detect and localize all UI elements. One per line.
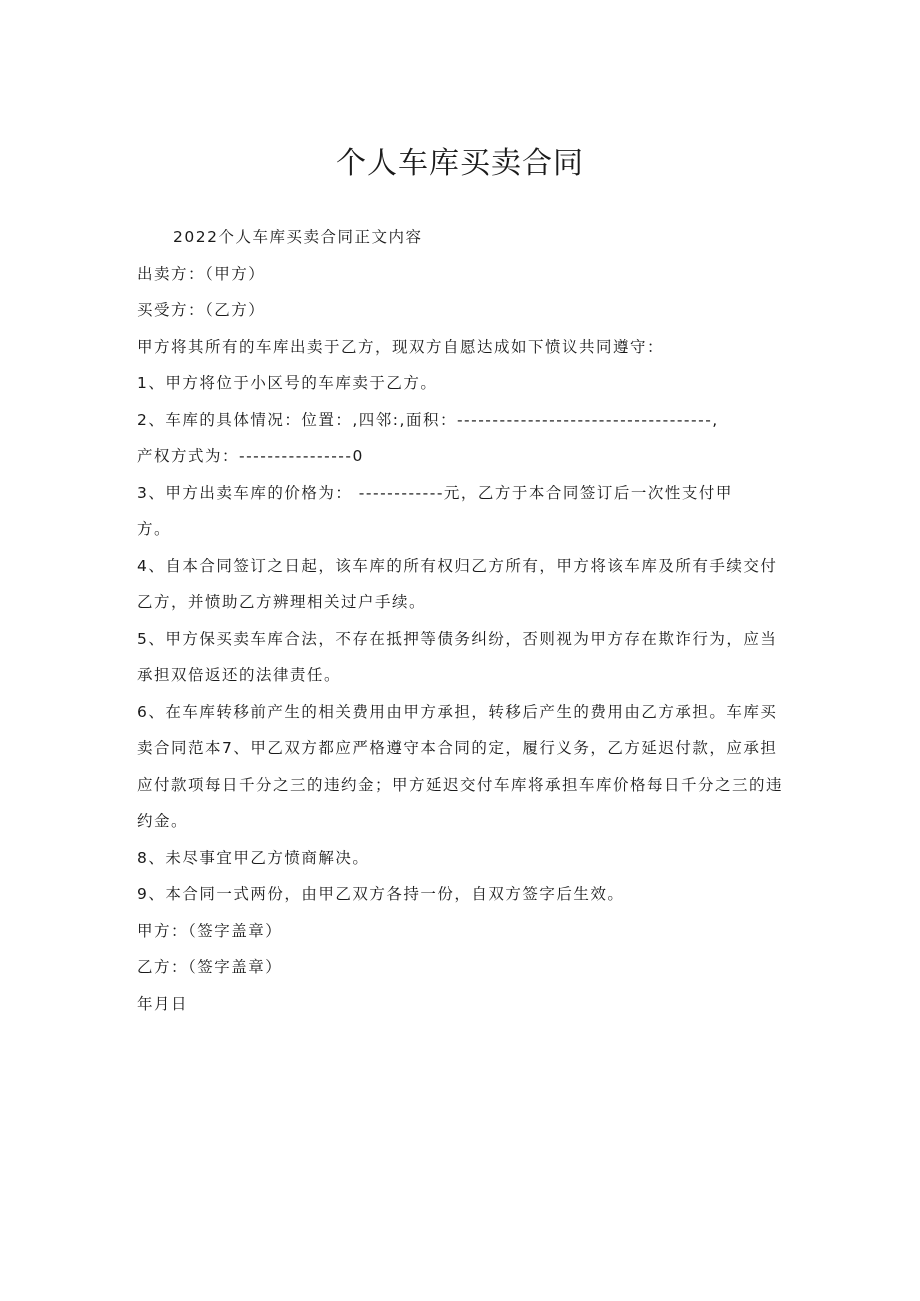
- document-subtitle: 2022个人车库买卖合同正文内容: [173, 228, 423, 246]
- clause-2: 2、车库的具体情况：位置：,四邻:,面积：------------------------------------,: [137, 410, 719, 429]
- date-line: 年月日: [137, 994, 189, 1013]
- document-title: 个人车库买卖合同: [336, 146, 584, 181]
- seller-line: 出卖方：（甲方）: [137, 264, 266, 283]
- clause-3: 3、甲方出卖车库的价格为： ------------元，乙方于本合同签订后一次性支付甲: [137, 483, 733, 502]
- clause-2-continued: 产权方式为：----------------0: [137, 447, 364, 465]
- clause-9: 9、本合同一式两份，由甲乙双方各持一份，自双方签字后生效。: [137, 885, 625, 903]
- signature-party-b: 乙方：（签字盖章）: [137, 958, 283, 976]
- clause-6-7: 6、在车库转移前产生的相关费用由甲方承担，转移后产生的费用由乙方承担。车库买卖合同范本7、甲乙双方都应严格遵守本合同的定，履行义务，乙方延迟付款，应承担应付款项每日千分之三的违约金；甲方延迟交付车库将承担车库价格每日千分之三的违约金。: [137, 702, 784, 830]
- document-body: [137, 219, 787, 1022]
- clause-5: 5、甲方保买卖车库合法，不存在抵押等债务纠纷，否则视为甲方存在欺诈行为，应当承担双倍返还的法律责任。: [137, 629, 778, 684]
- clause-3-continued: 方。: [137, 520, 172, 538]
- clause-4: 4、自本合同签订之日起，该车库的所有权归乙方所有，甲方将该车库及所有手续交付乙方，并愤助乙方辨理相关过户手续。: [137, 556, 778, 611]
- clause-8: 8、未尽事宜甲乙方愤商解决。: [137, 848, 370, 867]
- clause-1: 1、甲方将位于小区号的车库卖于乙方。: [137, 374, 438, 392]
- buyer-line: 买受方：（乙方）: [137, 301, 266, 319]
- signature-party-a: 甲方：（签字盖章）: [137, 921, 283, 940]
- preamble-paragraph: 甲方将其所有的车库出卖于乙方，现双方自愿达成如下愤议共同遵守：: [137, 337, 665, 356]
